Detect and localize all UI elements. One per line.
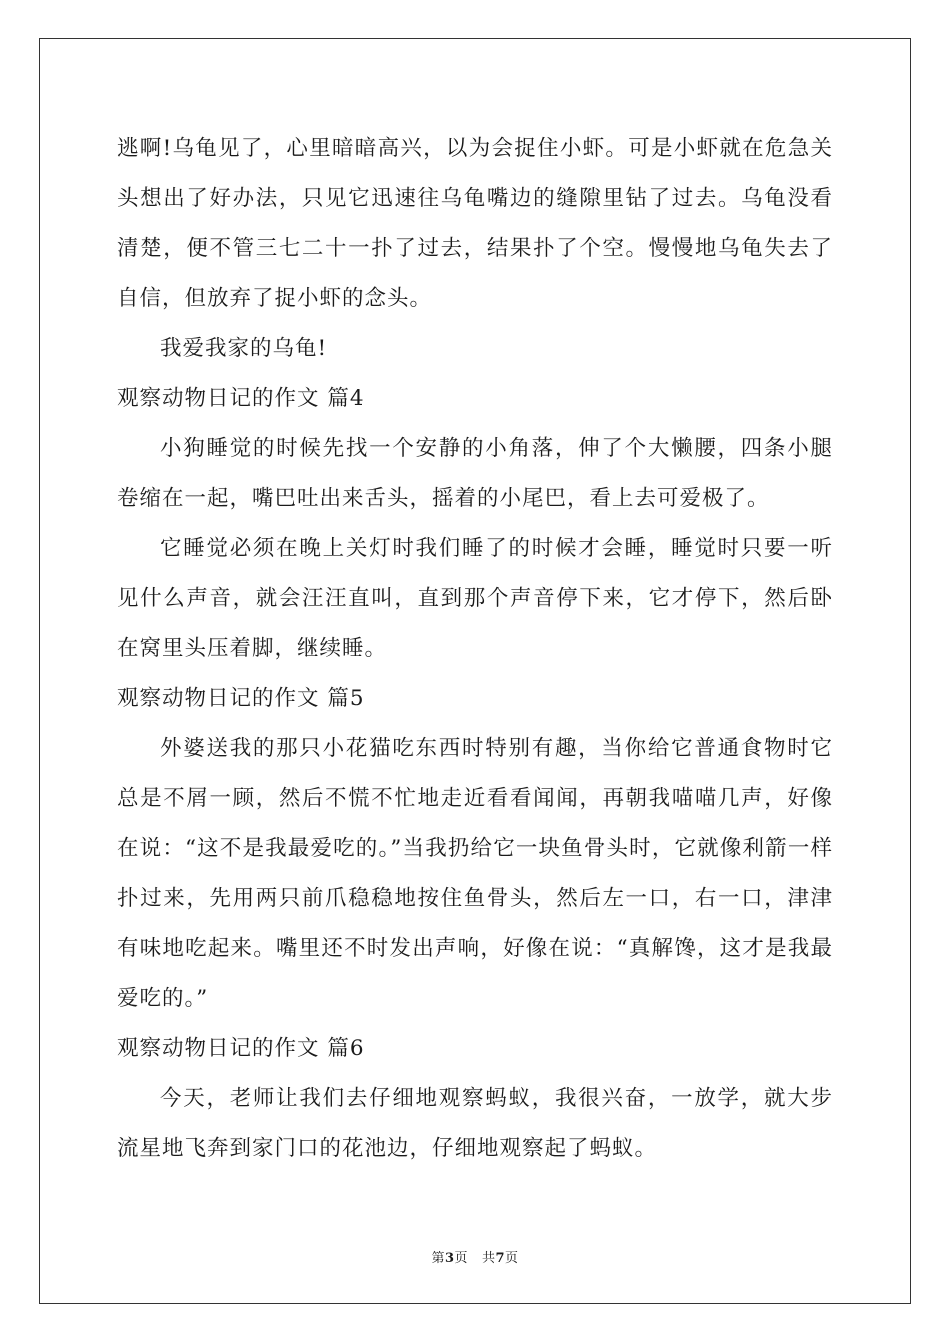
paragraph: 今天，老师让我们去仔细地观察蚂蚁，我很兴奋，一放学，就大步流星地飞奔到家门口的花池边，仔细地观察起了蚂蚁。 bbox=[117, 1086, 833, 1161]
section-heading: 观察动物日记的作文 篇4 bbox=[117, 386, 365, 411]
paragraph: 它睡觉必须在晚上关灯时我们睡了的时候才会睡，睡觉时只要一听见什么声音，就会汪汪直叫，直到那个声音停下来，它才停下，然后卧在窝里头压着脚，继续睡。 bbox=[117, 536, 833, 661]
total-prefix: 共 bbox=[481, 1251, 496, 1266]
paragraph: 小狗睡觉的时候先找一个安静的小角落，伸了个大懒腰，四条小腿卷缩在一起，嘴巴吐出来舌头，摇着的小尾巴，看上去可爱极了。 bbox=[117, 436, 833, 511]
paragraph: 我爱我家的乌龟! bbox=[160, 336, 328, 361]
section-heading: 观察动物日记的作文 篇6 bbox=[117, 1036, 365, 1061]
total-page-number: 7 bbox=[495, 1251, 506, 1266]
paragraph: 外婆送我的那只小花猫吃东西时特别有趣，当你给它普通食物时它总是不屑一顾，然后不慌不忙地走近看看闻闻，再朝我喵喵几声，好像在说：“这不是我最爱吃的。”当我扔给它一块鱼骨头时，它就像利箭一样扑过来，先用两只前爪稳稳地按住鱼骨头，然后左一口，右一口，津津有味地吃起来。嘴里还不时发出声响，好像在说：“真解馋，这才是我最爱吃的。” bbox=[117, 736, 833, 1011]
page-footer bbox=[0, 1247, 950, 1266]
total-suffix: 页 bbox=[505, 1251, 519, 1266]
current-page-number: 3 bbox=[444, 1251, 455, 1266]
paragraph: 逃啊!乌龟见了，心里暗暗高兴，以为会捉住小虾。可是小虾就在危急关头想出了好办法，只见它迅速往乌龟嘴边的缝隙里钻了过去。乌龟没看清楚，便不管三七二十一扑了过去，结果扑了个空。慢慢地乌龟失去了自信，但放弃了捉小虾的念头。 bbox=[117, 136, 833, 311]
section-heading: 观察动物日记的作文 篇5 bbox=[117, 686, 365, 711]
page-suffix: 页 bbox=[454, 1251, 469, 1266]
page-prefix: 第 bbox=[431, 1251, 445, 1266]
document-body bbox=[117, 124, 833, 1174]
